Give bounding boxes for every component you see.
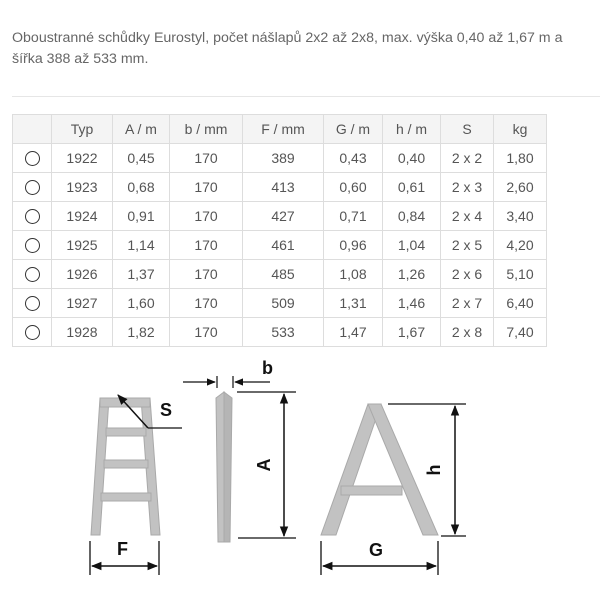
cell-kg: 5,10 bbox=[494, 260, 547, 289]
cell-g: 0,96 bbox=[324, 231, 383, 260]
cell-b: 170 bbox=[170, 318, 243, 347]
cell-b: 170 bbox=[170, 260, 243, 289]
table-row[interactable] bbox=[13, 260, 547, 289]
cell-b: 170 bbox=[170, 202, 243, 231]
cell-h: 1,46 bbox=[383, 289, 441, 318]
row-select-cell[interactable] bbox=[13, 318, 52, 347]
table-header-row bbox=[13, 115, 547, 144]
label-h: h bbox=[424, 464, 444, 476]
label-g: G bbox=[369, 540, 384, 560]
cell-kg: 4,20 bbox=[494, 231, 547, 260]
cell-s: 2 x 2 bbox=[441, 144, 494, 173]
header-a: A / m bbox=[113, 115, 170, 144]
ladder-step bbox=[101, 493, 151, 501]
row-select-cell[interactable] bbox=[13, 173, 52, 202]
cell-kg: 1,80 bbox=[494, 144, 547, 173]
cell-kg: 3,40 bbox=[494, 202, 547, 231]
ladder-step bbox=[104, 460, 148, 468]
cell-g: 1,08 bbox=[324, 260, 383, 289]
table-row[interactable] bbox=[13, 173, 547, 202]
ladder-front-view bbox=[91, 398, 160, 535]
cell-g: 1,31 bbox=[324, 289, 383, 318]
ladder-dimension-diagram bbox=[0, 348, 600, 600]
header-s: S bbox=[441, 115, 494, 144]
table-row[interactable] bbox=[13, 231, 547, 260]
row-select-cell[interactable] bbox=[13, 231, 52, 260]
dimension-g bbox=[321, 540, 438, 575]
header-select bbox=[13, 115, 52, 144]
row-radio[interactable] bbox=[25, 180, 40, 195]
cell-a: 1,37 bbox=[113, 260, 170, 289]
cell-s: 2 x 4 bbox=[441, 202, 494, 231]
row-select-cell[interactable] bbox=[13, 202, 52, 231]
ladder-side-view bbox=[216, 392, 232, 542]
cell-kg: 6,40 bbox=[494, 289, 547, 318]
cell-typ: 1925 bbox=[52, 231, 113, 260]
row-radio[interactable] bbox=[25, 151, 40, 166]
cell-a: 0,45 bbox=[113, 144, 170, 173]
header-typ: Typ bbox=[52, 115, 113, 144]
cell-h: 1,26 bbox=[383, 260, 441, 289]
label-s: S bbox=[160, 400, 173, 420]
a-frame-crossbar bbox=[341, 486, 402, 495]
cell-s: 2 x 5 bbox=[441, 231, 494, 260]
cell-h: 1,67 bbox=[383, 318, 441, 347]
a-frame-left-leg bbox=[321, 404, 381, 535]
cell-g: 0,60 bbox=[324, 173, 383, 202]
variants-table bbox=[12, 114, 547, 347]
cell-s: 2 x 7 bbox=[441, 289, 494, 318]
row-radio[interactable] bbox=[25, 238, 40, 253]
cell-f: 509 bbox=[243, 289, 324, 318]
label-f: F bbox=[117, 539, 128, 559]
ladder-side-leg bbox=[216, 392, 224, 542]
cell-typ: 1928 bbox=[52, 318, 113, 347]
cell-typ: 1927 bbox=[52, 289, 113, 318]
table-row[interactable] bbox=[13, 202, 547, 231]
cell-typ: 1924 bbox=[52, 202, 113, 231]
cell-kg: 2,60 bbox=[494, 173, 547, 202]
cell-b: 170 bbox=[170, 173, 243, 202]
cell-h: 0,40 bbox=[383, 144, 441, 173]
cell-a: 0,68 bbox=[113, 173, 170, 202]
divider bbox=[12, 96, 600, 97]
cell-g: 0,71 bbox=[324, 202, 383, 231]
row-radio[interactable] bbox=[25, 296, 40, 311]
dimension-b bbox=[183, 358, 273, 388]
cell-f: 413 bbox=[243, 173, 324, 202]
cell-s: 2 x 3 bbox=[441, 173, 494, 202]
cell-b: 170 bbox=[170, 231, 243, 260]
cell-typ: 1926 bbox=[52, 260, 113, 289]
cell-s: 2 x 8 bbox=[441, 318, 494, 347]
row-select-cell[interactable] bbox=[13, 260, 52, 289]
ladder-side-leg bbox=[224, 392, 232, 542]
row-radio[interactable] bbox=[25, 325, 40, 340]
row-select-cell[interactable] bbox=[13, 289, 52, 318]
table-row[interactable] bbox=[13, 318, 547, 347]
cell-a: 1,82 bbox=[113, 318, 170, 347]
header-kg: kg bbox=[494, 115, 547, 144]
cell-kg: 7,40 bbox=[494, 318, 547, 347]
cell-typ: 1922 bbox=[52, 144, 113, 173]
cell-f: 427 bbox=[243, 202, 324, 231]
cell-s: 2 x 6 bbox=[441, 260, 494, 289]
cell-b: 170 bbox=[170, 144, 243, 173]
row-radio[interactable] bbox=[25, 209, 40, 224]
header-b: b / mm bbox=[170, 115, 243, 144]
cell-f: 533 bbox=[243, 318, 324, 347]
cell-a: 0,91 bbox=[113, 202, 170, 231]
product-description: Oboustranné schůdky Eurostyl, počet nášlapů 2x2 až 2x8, max. výška 0,40 až 1,67 m a šířka 388 až 533 mm. bbox=[12, 30, 563, 67]
dimension-f bbox=[90, 539, 159, 575]
label-b: b bbox=[262, 358, 273, 378]
header-h: h / m bbox=[383, 115, 441, 144]
cell-g: 0,43 bbox=[324, 144, 383, 173]
cell-a: 1,14 bbox=[113, 231, 170, 260]
ladder-a-frame-view bbox=[321, 404, 438, 535]
cell-f: 485 bbox=[243, 260, 324, 289]
header-f: F / mm bbox=[243, 115, 324, 144]
row-radio[interactable] bbox=[25, 267, 40, 282]
table-row[interactable] bbox=[13, 289, 547, 318]
row-select-cell[interactable] bbox=[13, 144, 52, 173]
cell-f: 461 bbox=[243, 231, 324, 260]
cell-b: 170 bbox=[170, 289, 243, 318]
cell-a: 1,60 bbox=[113, 289, 170, 318]
cell-h: 0,84 bbox=[383, 202, 441, 231]
table-row[interactable] bbox=[13, 144, 547, 173]
label-a: A bbox=[254, 458, 274, 472]
cell-typ: 1923 bbox=[52, 173, 113, 202]
dimension-a bbox=[237, 392, 296, 538]
cell-h: 1,04 bbox=[383, 231, 441, 260]
ladder-step bbox=[106, 428, 146, 436]
cell-g: 1,47 bbox=[324, 318, 383, 347]
header-g: G / m bbox=[324, 115, 383, 144]
cell-h: 0,61 bbox=[383, 173, 441, 202]
cell-f: 389 bbox=[243, 144, 324, 173]
